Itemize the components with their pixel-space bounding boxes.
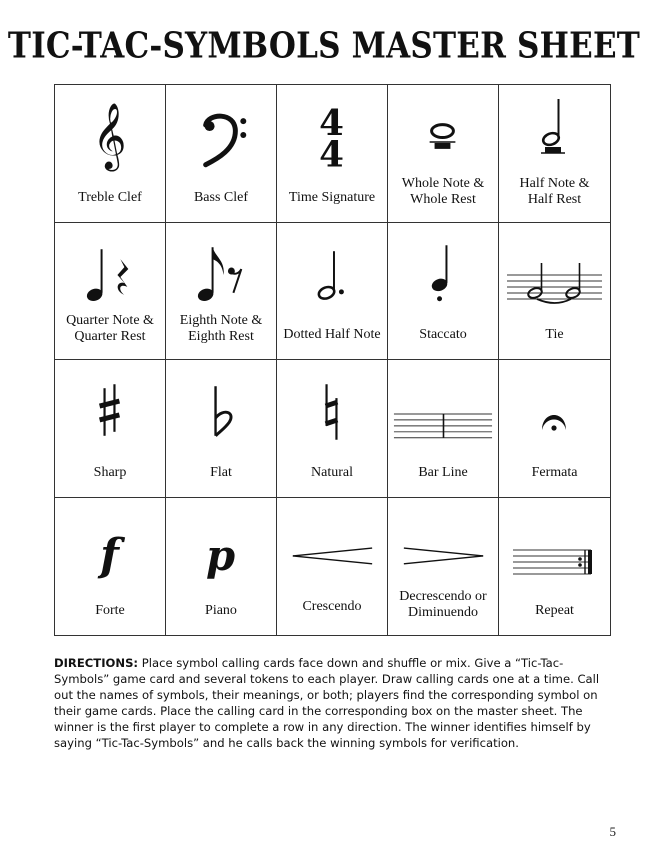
cell-label: Time Signature <box>288 189 376 205</box>
cell-sharp <box>55 360 166 498</box>
cell-bass-clef <box>166 85 277 223</box>
cell-half-note-rest <box>499 85 610 223</box>
cell-eighth-note-rest <box>166 223 277 361</box>
cell-piano <box>166 498 277 636</box>
cell-label: Tie <box>545 327 564 342</box>
cell-label: Whole Note & Whole Rest <box>401 175 485 207</box>
directions-text <box>54 655 614 751</box>
piano-icon <box>166 508 276 590</box>
decrescendo-icon <box>388 508 498 590</box>
cell-label: Eighth Note & Eighth Rest <box>179 313 263 344</box>
cell-bar-line <box>388 360 499 498</box>
cell-label: Forte <box>95 603 125 618</box>
cell-label: Bar Line <box>418 464 468 480</box>
directions-heading: DIRECTIONS: <box>54 656 139 670</box>
svg-text:𝄞: 𝄞 <box>92 101 127 169</box>
cell-label: Fermata <box>531 464 578 480</box>
cell-forte <box>55 498 166 636</box>
tie-icon <box>499 233 610 315</box>
cell-label: Bass Clef <box>193 189 249 205</box>
cell-label: Decrescendo or Diminuendo <box>399 589 487 620</box>
time-signature-denominator: 4 <box>319 134 344 176</box>
dotted-half-note-icon <box>277 233 387 315</box>
cell-whole-note-rest <box>388 85 499 223</box>
flat-icon <box>166 370 276 452</box>
cell-treble-clef <box>55 85 166 223</box>
crescendo-icon <box>277 508 387 590</box>
cell-label: Piano <box>205 603 237 618</box>
cell-label: Quarter Note & Quarter Rest <box>66 313 154 344</box>
natural-icon <box>277 370 387 452</box>
cell-dotted-half-note <box>277 223 388 361</box>
cell-time-signature <box>277 85 388 223</box>
whole-note-rest-icon <box>388 95 498 177</box>
cell-label: Dotted Half Note <box>283 327 381 342</box>
cell-label: Treble Clef <box>78 189 142 205</box>
repeat-icon <box>499 508 610 590</box>
cell-repeat <box>499 498 610 636</box>
cell-quarter-note-rest <box>55 223 166 361</box>
forte-icon <box>55 508 165 590</box>
bar-line-icon <box>388 370 498 452</box>
cell-label: Sharp <box>93 464 127 480</box>
cell-fermata <box>499 360 610 498</box>
fermata-icon <box>499 370 610 452</box>
forte-symbol: f <box>100 529 119 581</box>
cell-label: Half Note & Half Rest <box>519 175 590 207</box>
directions-body: Place symbol calling cards face down and shuffle or mix. Give a “Tic-Tac-Symbols” game card and several tokens to each player. Draw calling cards one at a time. Call out the names of symbols, their meanings, or both; players find the corresponding symbol on their game cards. Place the calling card in the corresponding box on the master sheet. The winner is the first player to complete a row in any direction. The winner identifies himself by saying “Tic-Tac-Symbols” and he calls back the winning symbols for verification. <box>54 656 600 750</box>
eighth-note-rest-icon <box>166 233 276 315</box>
cell-label: Repeat <box>535 603 574 618</box>
cell-decrescendo <box>388 498 499 636</box>
cell-crescendo <box>277 498 388 636</box>
cell-tie <box>499 223 610 361</box>
bass-clef-icon <box>166 95 276 177</box>
cell-label: Natural <box>311 464 353 480</box>
cell-flat <box>166 360 277 498</box>
page-number: 5 <box>609 824 616 839</box>
staccato-icon <box>388 233 498 315</box>
page-title: TIC-TAC-SYMBOLS MASTER SHEET <box>7 25 641 67</box>
time-signature-numerator: 4 <box>319 103 344 145</box>
time-signature-icon <box>277 95 387 177</box>
sharp-icon <box>55 370 165 452</box>
cell-label: Crescendo <box>302 599 362 614</box>
symbol-grid <box>54 84 611 636</box>
piano-symbol: p <box>205 530 236 580</box>
cell-label: Flat <box>210 464 232 480</box>
cell-label: Staccato <box>419 327 467 342</box>
half-note-rest-icon <box>499 95 610 177</box>
quarter-note-rest-icon <box>55 233 165 315</box>
cell-natural <box>277 360 388 498</box>
cell-staccato <box>388 223 499 361</box>
treble-clef-icon <box>55 95 165 177</box>
